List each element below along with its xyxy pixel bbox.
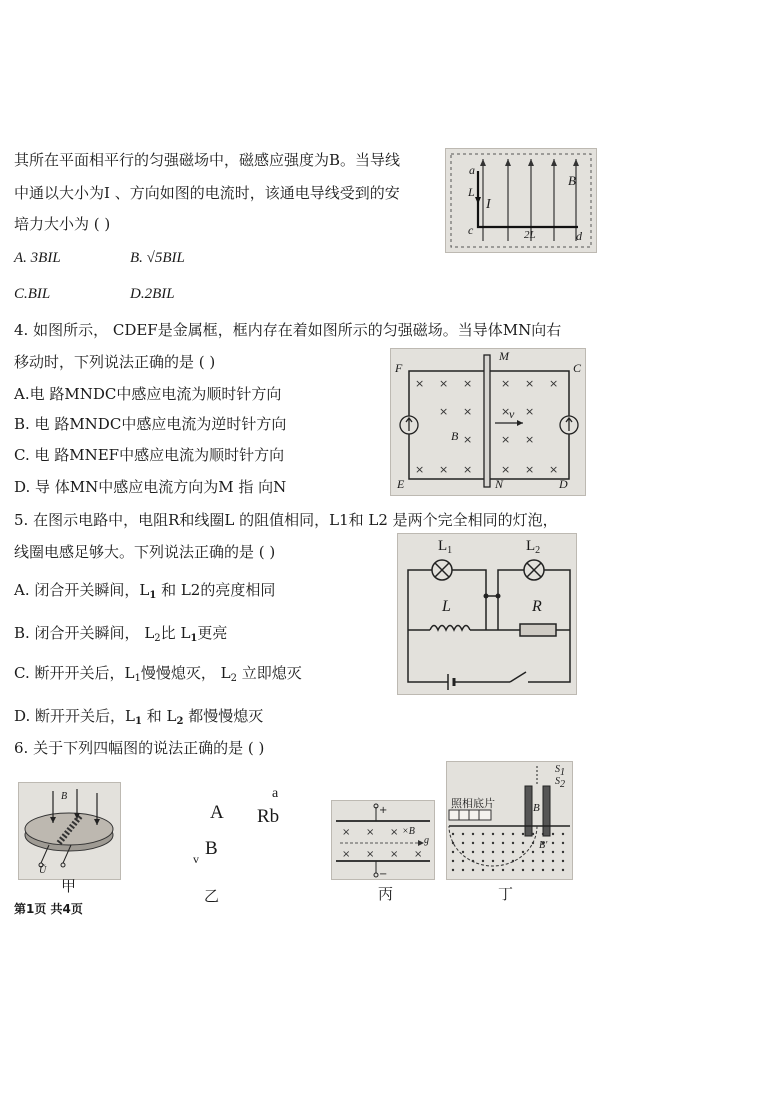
q6-ding-label-B: B [533, 802, 540, 814]
field-dot [502, 842, 504, 844]
field-dot [512, 842, 514, 844]
q6-yi-label-a: a [272, 786, 279, 801]
field-dot [562, 860, 564, 862]
field-dot [552, 869, 554, 871]
svg-text:×: × [390, 827, 399, 838]
field-dot [492, 860, 494, 862]
q6-jia-label-B: B [61, 791, 68, 802]
q6-figure-ding [446, 761, 573, 880]
field-dot [482, 851, 484, 853]
q6-yi-label-A: A [210, 802, 224, 823]
svg-text:−: − [379, 869, 388, 879]
q5-fig-label-R: R [532, 598, 542, 615]
q5-option-c: C. 断开开关后，$L_1$慢慢熄灭， $L_2$ 立即熄灭 [14, 664, 302, 684]
svg-text:×: × [439, 405, 449, 418]
field-dot [552, 842, 554, 844]
q3-magnetic-field-figure [445, 148, 597, 253]
q5-text-line2: 线圈电感足够大。下列说法正确的是 ( ) [14, 543, 276, 561]
svg-text:×: × [525, 433, 535, 446]
field-dot [562, 842, 564, 844]
svg-text:×: × [415, 377, 425, 390]
field-dot [512, 869, 514, 871]
q6-yi-label-v: v [193, 852, 199, 866]
q4-option-d: D. 导 体MN中感应电流方向为M 指 向N [14, 478, 287, 496]
q3-fig-label-L: L [468, 185, 475, 199]
field-dot [532, 833, 534, 835]
q3-fig-label-d: d [576, 229, 582, 243]
q4-fig-label-N: N [495, 477, 504, 491]
q6-ding-label-S1: S1 [555, 764, 565, 778]
field-dot [462, 833, 464, 835]
q5-fig-label-L2: $L_2$ [526, 538, 541, 556]
field-dot [532, 851, 534, 853]
q6-jia-label-U: Ũ [39, 865, 47, 876]
field-dot [542, 851, 544, 853]
q5-text-line1: 5. 在图示电路中，电阻R和线圈L 的阻值相同，L1和 L2 是两个完全相同的灯泡， [14, 511, 558, 529]
q3-text-line1: 其所在平面相平行的匀强磁场中，磁感应强度为B。当导线 [14, 151, 401, 169]
q4-fig-label-E: E [397, 477, 405, 491]
field-dot [512, 851, 514, 853]
q3-option-a: A. 3BIL [14, 250, 61, 266]
svg-text:×: × [525, 405, 535, 418]
field-dot [472, 860, 474, 862]
page-footer: 第1页 共4页 [14, 902, 83, 916]
field-dot [502, 869, 504, 871]
q3-option-c: C.BIL [14, 286, 51, 302]
field-dot [562, 851, 564, 853]
q4-fig-label-B: B [451, 429, 459, 443]
field-dot [492, 842, 494, 844]
q4-text-line1: 4. 如图所示， CDEF是金属框，框内存在着如图所示的匀强磁场。当导体MN向右 [14, 321, 562, 339]
field-dot [542, 869, 544, 871]
field-dot [452, 833, 454, 835]
field-dot [462, 869, 464, 871]
field-dot [512, 833, 514, 835]
q4-metal-frame-figure [390, 348, 586, 496]
q6-bing-label-g: g [424, 835, 429, 846]
field-dot [482, 860, 484, 862]
field-dot [552, 860, 554, 862]
svg-text:×: × [366, 849, 375, 860]
q6-caption-bing: 丙 [378, 885, 394, 903]
field-dot [472, 833, 474, 835]
field-dot [522, 842, 524, 844]
q4-option-c: C. 电 路MNEF中感应电流为顺时针方向 [14, 446, 285, 464]
field-dot [542, 860, 544, 862]
q3-option-d: D.2BIL [130, 286, 175, 302]
q3-fig-label-2L: 2L [524, 229, 536, 241]
field-dot [472, 842, 474, 844]
q3-option-b: B. √5BIL [130, 250, 185, 266]
q6-yi-label-Rb: Rb [257, 806, 280, 827]
q6-caption-yi: 乙 [204, 887, 220, 905]
svg-text:×: × [463, 405, 473, 418]
field-dot [482, 869, 484, 871]
q5-fig-label-L1: $L_1$ [438, 538, 453, 556]
svg-text:×: × [463, 463, 473, 476]
field-dot [452, 860, 454, 862]
svg-text:×: × [501, 405, 511, 418]
field-dot [552, 851, 554, 853]
field-dot [522, 860, 524, 862]
svg-text:×: × [414, 849, 423, 860]
q4-option-a: A.电 路MNDC中感应电流为顺时针方向 [14, 385, 282, 403]
svg-text:×: × [439, 463, 449, 476]
field-dot [472, 851, 474, 853]
q6-ding-film-label: 照相底片 [451, 797, 495, 810]
q5-option-d: D. 断开开关后，$L_1$ 和 $L_2$ 都慢慢熄灭 [14, 707, 264, 727]
svg-text:×: × [525, 463, 535, 476]
q4-fig-label-v: v [509, 407, 515, 421]
q3-fig-label-B: B [568, 173, 576, 188]
field-dot [482, 833, 484, 835]
field-dot [472, 869, 474, 871]
q3-text-line3: 培力大小为 ( ) [14, 215, 111, 233]
field-dot [562, 833, 564, 835]
q6-figure-bing [331, 800, 435, 880]
svg-text:×: × [342, 827, 351, 838]
svg-text:×: × [342, 849, 351, 860]
svg-text:×: × [549, 377, 559, 390]
svg-text:×: × [463, 377, 473, 390]
svg-text:×: × [463, 433, 473, 446]
field-dot [492, 851, 494, 853]
q4-option-b: B. 电 路MNDC中感应电流为逆时针方向 [14, 415, 287, 433]
field-dot [492, 833, 494, 835]
svg-text:×: × [501, 463, 511, 476]
q6-figure-jia [18, 782, 121, 880]
svg-text:×: × [390, 849, 399, 860]
field-dot [452, 851, 454, 853]
svg-text:×: × [366, 827, 375, 838]
q3-fig-label-a: a [469, 163, 475, 177]
field-dot [462, 851, 464, 853]
field-dot [532, 842, 534, 844]
svg-text:×: × [501, 433, 511, 446]
field-dot [452, 869, 454, 871]
q4-text-line2: 移动时，下列说法正确的是 ( ) [14, 353, 216, 371]
svg-text:+: + [379, 805, 388, 816]
q5-option-b: B. 闭合开关瞬间， $L_2$比 $L_1$更亮 [14, 624, 228, 644]
svg-text:×: × [549, 463, 559, 476]
field-dot [502, 833, 504, 835]
svg-text:×: × [415, 463, 425, 476]
q5-option-a: A. 闭合开关瞬间，$L_1$ 和 L2的亮度相同 [14, 581, 276, 601]
field-dot [522, 833, 524, 835]
q4-fig-label-F: F [395, 361, 403, 375]
q6-caption-ding: 丁 [498, 885, 514, 903]
field-dot [562, 869, 564, 871]
field-dot [492, 869, 494, 871]
field-dot [552, 833, 554, 835]
field-dot [462, 860, 464, 862]
q6-ding-label-B2: B' [539, 840, 548, 851]
svg-text:×: × [525, 377, 535, 390]
q5-fig-label-L: L [442, 598, 451, 615]
field-dot [452, 842, 454, 844]
field-dot [532, 860, 534, 862]
q3-fig-label-c: c [468, 223, 474, 237]
q6-yi-label-B: B [205, 838, 218, 859]
field-dot [462, 842, 464, 844]
field-dot [522, 851, 524, 853]
field-dot [522, 869, 524, 871]
field-dot [512, 860, 514, 862]
field-dot [542, 833, 544, 835]
q6-bing-label-B: ×B [402, 826, 415, 837]
field-dot [502, 851, 504, 853]
svg-text:×: × [501, 377, 511, 390]
q6-ding-label-S2: S2 [555, 776, 565, 790]
svg-text:×: × [439, 377, 449, 390]
q5-circuit-figure [397, 533, 577, 695]
q3-text-line2: 中通以大小为I 、方向如图的电流时，该通电导线受到的安 [14, 184, 400, 202]
field-dot [502, 860, 504, 862]
q4-fig-label-C: C [573, 361, 582, 375]
q4-fig-label-D: D [559, 477, 568, 491]
q6-caption-jia: 甲 [61, 877, 77, 895]
field-dot [482, 842, 484, 844]
q6-text-line1: 6. 关于下列四幅图的说法正确的是 ( ) [14, 739, 265, 757]
q4-fig-label-M: M [499, 349, 509, 363]
q3-fig-label-I: I [486, 197, 491, 212]
field-dot [532, 869, 534, 871]
